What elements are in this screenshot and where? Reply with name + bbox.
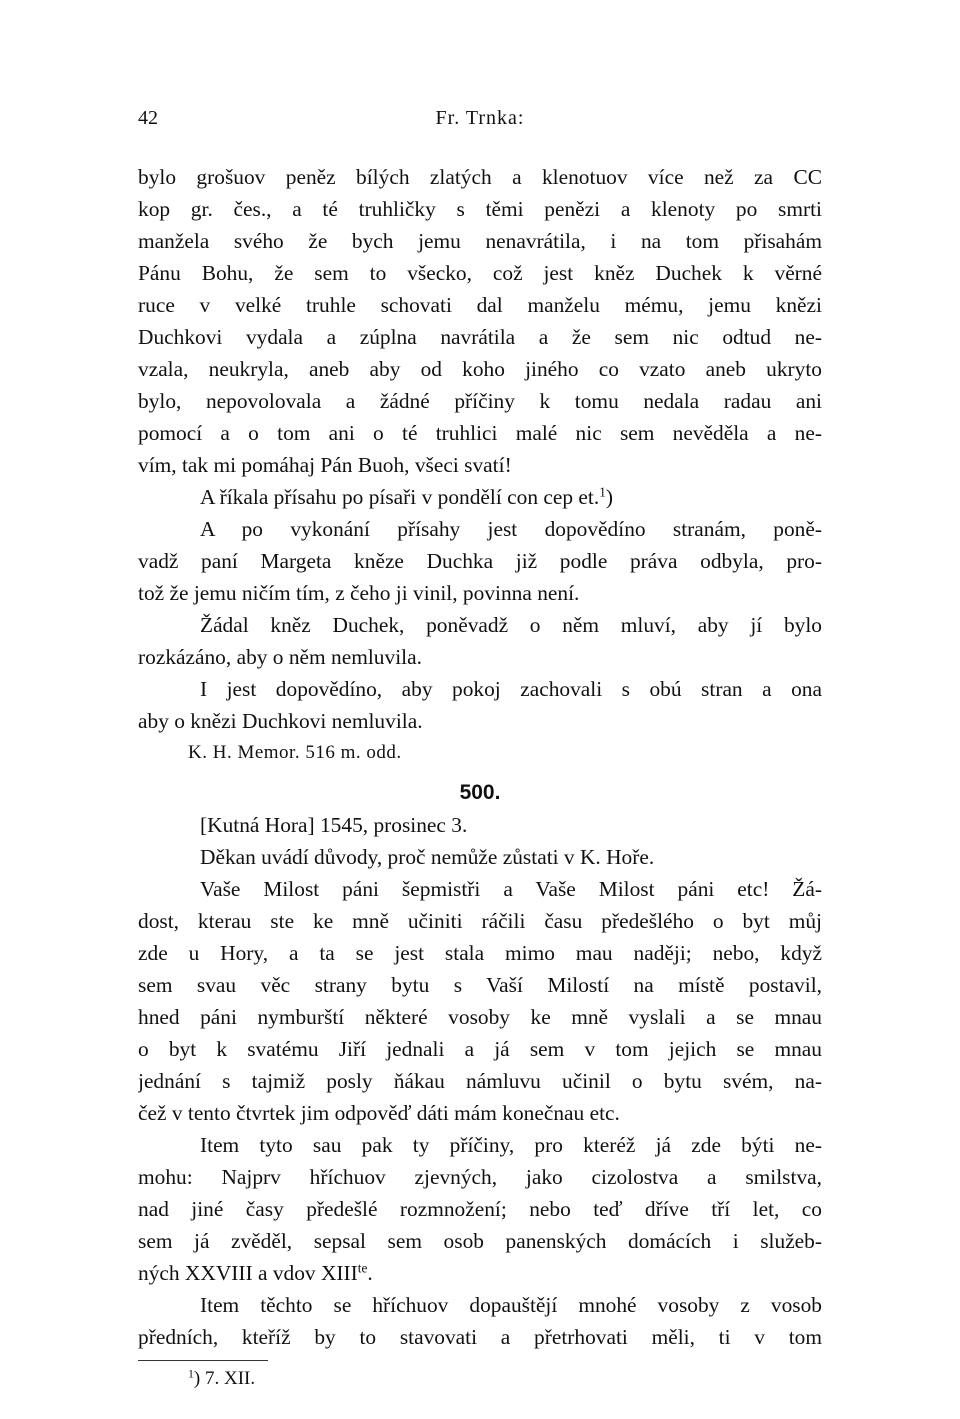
text-line: Pánu Bohu, že sem to všecko, což jest kněz Duchek k věrné (138, 261, 822, 285)
text-fragment: . (367, 1261, 373, 1285)
text-line: bylo, nepovolovala a žádné příčiny k tomu nedala radau ani (138, 389, 822, 413)
footnote-rule (138, 1360, 268, 1361)
text-line: aby o knězi Duchkovi nemluvila. (138, 709, 423, 733)
text-line (138, 1256, 822, 1290)
text-line: manžela svého že bych jemu nenavrátila, i na tom přisahám (138, 229, 822, 253)
page-number: 42 (138, 107, 158, 129)
text-line: hned páni nymburští některé vosoby ke mně vyslali a se mnau (138, 1005, 822, 1029)
text-line: Item těchto se hříchuov dopauštějí mnohé vosoby z vosob (200, 1293, 822, 1317)
oath-note-line (200, 480, 822, 514)
text-line: I jest dopovědíno, aby pokoj zachovali s obú stran a ona (200, 677, 822, 701)
text-line: nad jiné časy předešlé rozmnožení; nebo teď dříve tří let, co (138, 1197, 822, 1221)
text-line: Vaše Milost páni šepmistři a Vaše Milost páni etc! Žá- (200, 877, 822, 901)
text-line: sem já zvěděl, sepsal sem osob panenských domácích i služeb- (138, 1229, 822, 1253)
text-line: vzala, neukryla, aneb aby od koho jiného co vzato aneb ukryto (138, 357, 822, 381)
oath-note-text: A říkala přísahu po písaři v pondělí con cep et. (200, 485, 600, 509)
running-head (138, 104, 822, 132)
text-line: pomocí a o tom ani o té truhlici malé nic sem nevěděla a ne- (138, 421, 822, 445)
text-line: předních, kteříž by to stavovati a přetrhovati měli, ti v tom (138, 1325, 822, 1349)
text-line: bylo grošuov peněz bílých zlatých a klenotuov více než za CC (138, 165, 822, 189)
text-line: čež v tento čtvrtek jim odpověď dáti mám konečnau etc. (138, 1101, 620, 1125)
text-line: tož že jemu ničím tím, z čeho ji vinil, povinna není. (138, 581, 580, 605)
text-line: kop gr. čes., a té truhličky s těmi penězi a klenoty po smrti (138, 197, 822, 221)
text-line: A po vykonání přísahy jest dopovědíno stranám, poně- (200, 517, 822, 541)
source-reference: K. H. Memor. 516 m. odd. (188, 742, 402, 763)
text-fragment: ných XXVIII a vdov XIII (138, 1261, 358, 1285)
text-line: vadž paní Margeta kněze Duchka již podle práva odbyla, pro- (138, 549, 822, 573)
running-title: Fr. Trnka: (435, 107, 525, 129)
oath-note-closing: ) (605, 485, 613, 509)
text-line: zde u Hory, a ta se jest stala mimo mau naději; nebo, když (138, 941, 822, 965)
text-line: sem svau věc strany bytu s Vaší Milostí na místě postavil, (138, 973, 822, 997)
text-line: o byt k svatému Jiří jednali a já sem v tom jejich se mnau (138, 1037, 822, 1061)
text-line: Item tyto sau pak ty příčiny, pro kteréž já zde býti ne- (200, 1133, 822, 1157)
footnote-reference: 1 (599, 484, 606, 500)
document-place-date: [Kutná Hora] 1545, prosinec 3. (200, 813, 468, 837)
text-line: Duchkovi vydala a zúplna navrátila a že sem nic odtud ne- (138, 325, 822, 349)
text-line: ruce v velké truhle schovati dal manželu mému, jemu knězi (138, 293, 822, 317)
superscript-ending: te (357, 1260, 368, 1276)
footnote-text: ) 7. XII. (193, 1368, 256, 1389)
document-summary: Děkan uvádí důvody, proč nemůže zůstati v K. Hoře. (200, 845, 655, 869)
footnote (188, 1364, 255, 1394)
footnote-marker: 1 (188, 1367, 194, 1381)
text-line: dost, kterau ste ke mně učiniti ráčili času předešlého o byt můj (138, 909, 822, 933)
text-line: mohu: Najprv hříchuov zjevných, jako cizolostva a smilstva, (138, 1165, 822, 1189)
text-line: Žádal kněz Duchek, poněvadž o něm mluví, aby jí bylo (200, 613, 822, 637)
text-line: vím, tak mi pomáhaj Pán Buoh, všeci svatí! (138, 453, 512, 477)
text-line: jednání s tajmiž posly ňákau námluvu učinil o bytu svém, na- (138, 1069, 822, 1093)
document-number: 500. (459, 781, 501, 804)
text-line: rozkázáno, aby o něm nemluvila. (138, 645, 422, 669)
